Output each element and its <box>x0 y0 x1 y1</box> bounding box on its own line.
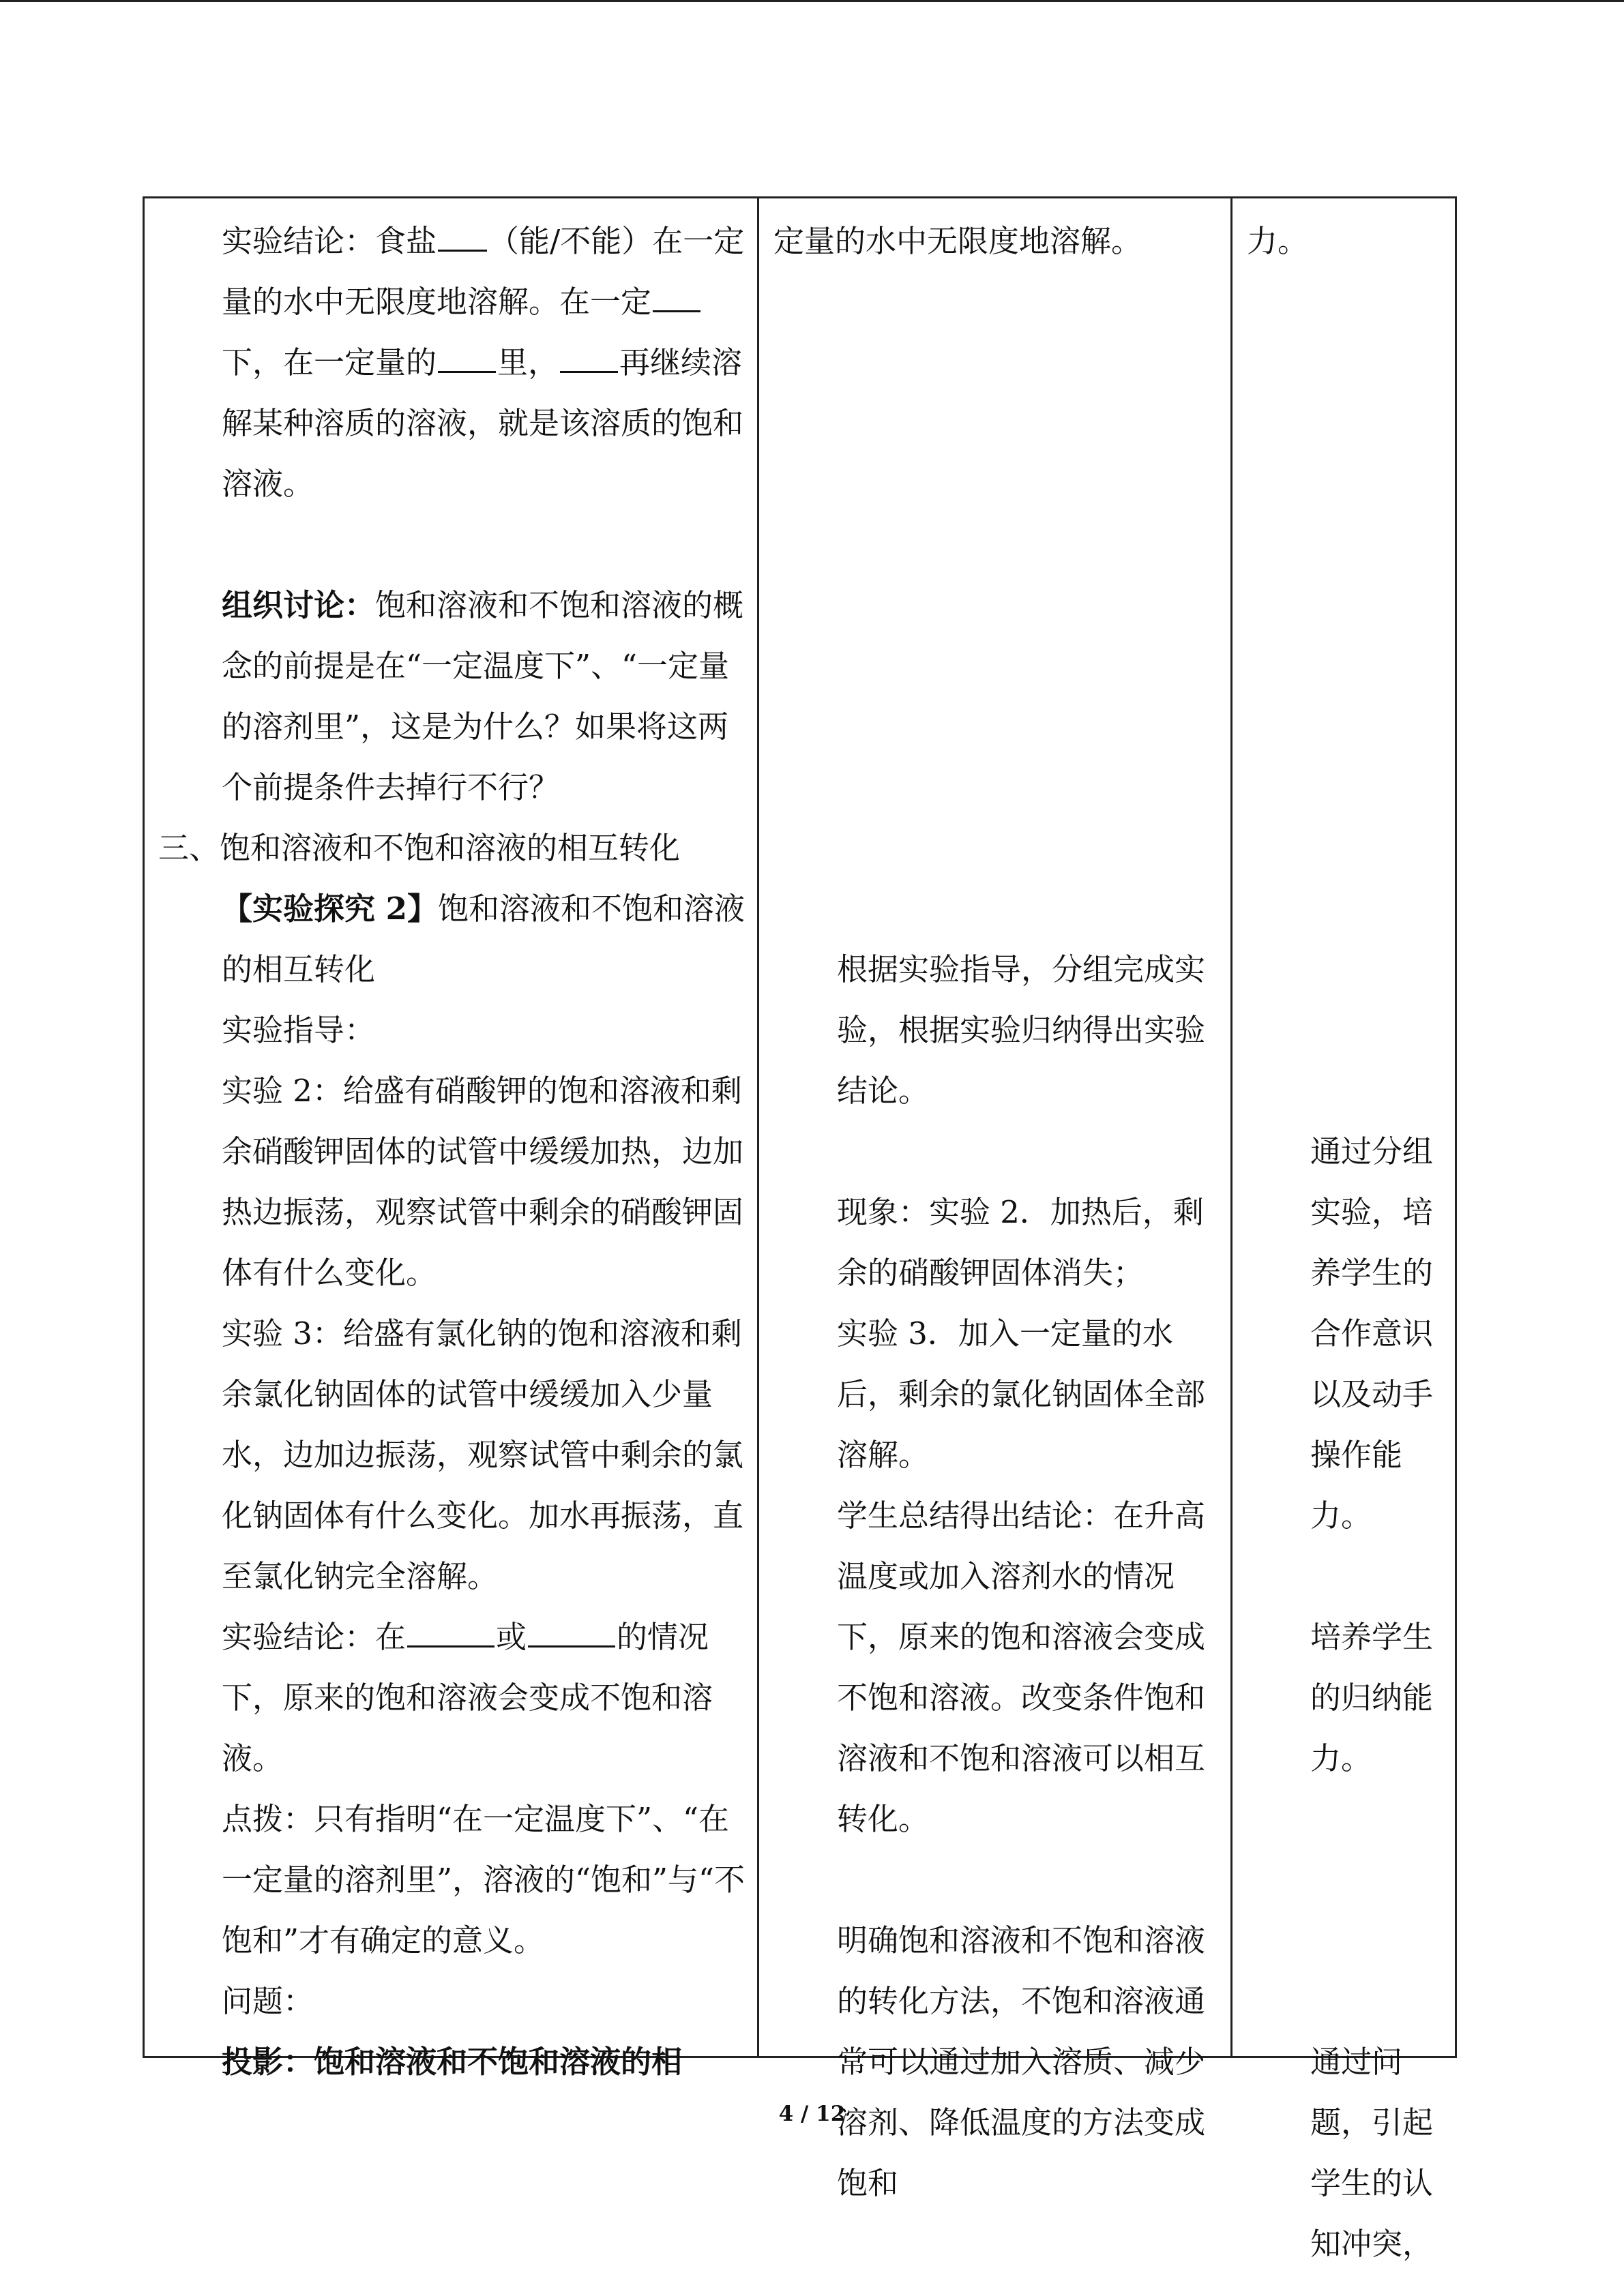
student-summary: 学生总结得出结论：在升高温度或加入溶剂水的情况下，原来的饱和溶液会变成不饱和溶液。改变条件饱和溶液和不饱和溶液可以相互转化。 <box>837 1497 1206 1837</box>
section-3-title: 三、饱和溶液和不饱和溶液的相互转化 <box>158 830 681 866</box>
column-divider-2 <box>1230 198 1232 2056</box>
design-intent-column <box>1247 198 1451 2262</box>
page-top-rule <box>0 0 1624 2</box>
experiment-3-text: 实验 3：给盛有氯化钠的饱和溶液和剩余氯化钠固体的试管中缓缓加入少量水，边加边振荡，观察试管中剩余的氯化钠固体有什么变化。加水再振荡，直至氯化钠完全溶解。 <box>222 1315 744 1594</box>
column-divider-1 <box>757 198 759 2056</box>
question-label: 问题： <box>222 1983 314 2019</box>
student-top-text: 定量的水中无限度地溶解。 <box>773 223 1142 259</box>
experiment-2-text: 实验 2：给盛有硝酸钾的饱和溶液和剩余硝酸钾固体的试管中缓缓加热，边加热边振荡，观察试管中剩余的硝酸钾固体有什么变化。 <box>222 1073 744 1291</box>
intent-group-experiment: 通过分组实验，培养学生的合作意识以及动手操作能力。 <box>1310 1133 1434 1534</box>
phenomenon-3: 实验 3．加入一定量的水后，剩余的氯化钠固体全部溶解。 <box>837 1315 1206 1473</box>
fill-blank <box>528 1609 615 1648</box>
hint: 点拨：只有指明“在一定温度下”、“在一定量的溶剂里”，溶液的“饱和”与“不饱和”才有确定的意义。 <box>222 1801 745 1958</box>
experiment-guide-label: 实验指导： <box>222 1012 376 1048</box>
conclusion-1: 实验结论：食盐 （能/不能）在一定量的水中无限度地溶解。在一定下，在一定量的 里， 再继续溶解某种溶质的溶液，就是该溶质的饱和溶液。 <box>158 211 750 514</box>
intent-induction: 培养学生的归纳能力。 <box>1310 1619 1434 1776</box>
experiment-2-heading: 【实验探究 2】饱和溶液和不饱和溶液的相互转化 <box>222 891 745 987</box>
student-clarify: 明确饱和溶液和不饱和溶液的转化方法，不饱和溶液通常可以通过加入溶质、减少溶剂、降低温度的方法变成饱和 <box>837 1922 1206 2201</box>
fill-blank <box>407 1609 494 1648</box>
intent-question: 通过问题，引起学生的认知冲突， <box>1310 2044 1434 2262</box>
fill-blank <box>560 334 618 373</box>
fill-blank <box>653 273 700 312</box>
conclusion-2: 实验结论：在 或 的情况下，原来的饱和溶液会变成不饱和溶液。 <box>158 1607 750 1789</box>
student-guide-response: 根据实验指导，分组完成实验，根据实验归纳得出实验结论。 <box>837 951 1206 1109</box>
page-number: 4 / 12 <box>778 2102 846 2126</box>
intent-top-text: 力。 <box>1247 223 1309 259</box>
fill-blank <box>438 334 496 373</box>
phenomenon-2: 现象：实验 2．加热后，剩余的硝酸钾固体消失； <box>837 1194 1204 1291</box>
fill-blank <box>438 213 487 252</box>
teacher-activity-column <box>158 198 750 2080</box>
discussion: 组织讨论：饱和溶液和不饱和溶液的概念的前提是在“一定温度下”、“一定量的溶剂里”，这是为什么？如果将这两个前提条件去掉行不行？ <box>222 587 744 805</box>
projection: 投影：饱和溶液和不饱和溶液的相 <box>222 2044 683 2080</box>
